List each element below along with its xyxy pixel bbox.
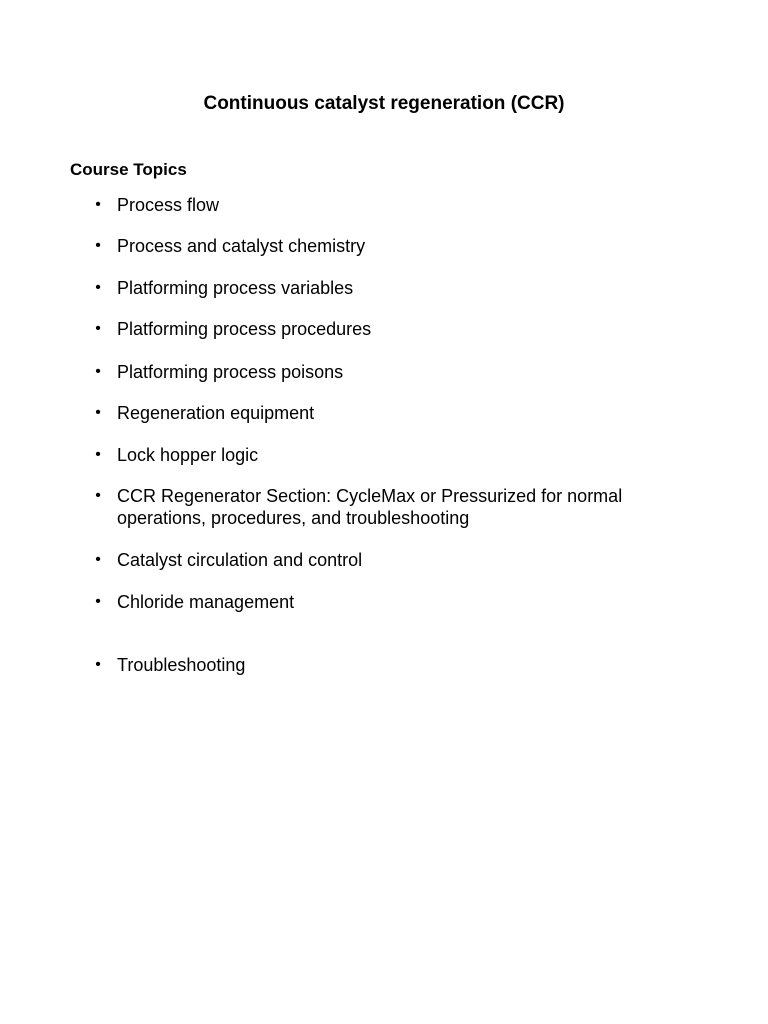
topic-item [90, 485, 690, 529]
topic-text: Troubleshooting [117, 655, 246, 675]
topic-item [90, 444, 690, 466]
course-topics-heading: Course Topics [70, 160, 187, 179]
topic-item [90, 318, 690, 340]
topic-item [90, 277, 690, 299]
bullet-icon: • [95, 363, 101, 380]
bullet-icon: • [95, 551, 101, 568]
document-title: Continuous catalyst regeneration (CCR) [203, 93, 565, 114]
bullet-icon: • [95, 404, 101, 421]
bullet-icon: • [95, 279, 101, 296]
topic-item [90, 361, 690, 383]
topic-item [90, 194, 690, 216]
topic-item [90, 654, 690, 676]
topic-text: Process flow [117, 195, 220, 215]
topic-text: CCR Regenerator Section: CycleMax or Pressurized for normal operations, procedures, and troubleshooting [117, 486, 623, 528]
topic-item [90, 591, 690, 613]
topic-text: Catalyst circulation and control [117, 550, 363, 570]
bullet-icon: • [95, 593, 101, 610]
bullet-icon: • [95, 656, 101, 673]
bullet-icon: • [95, 446, 101, 463]
topic-item [90, 549, 690, 571]
topic-text: Process and catalyst chemistry [117, 236, 366, 256]
bullet-icon: • [95, 196, 101, 213]
topic-text: Platforming process variables [117, 278, 354, 298]
topic-text: Platforming process procedures [117, 319, 372, 339]
topic-text: Platforming process poisons [117, 362, 344, 382]
topic-text: Regeneration equipment [117, 403, 315, 423]
topic-item [90, 235, 690, 257]
bullet-icon: • [95, 487, 101, 504]
topic-item [90, 402, 690, 424]
topic-text: Chloride management [117, 592, 295, 612]
bullet-icon: • [95, 237, 101, 254]
topic-text: Lock hopper logic [117, 445, 259, 465]
bullet-icon: • [95, 320, 101, 337]
